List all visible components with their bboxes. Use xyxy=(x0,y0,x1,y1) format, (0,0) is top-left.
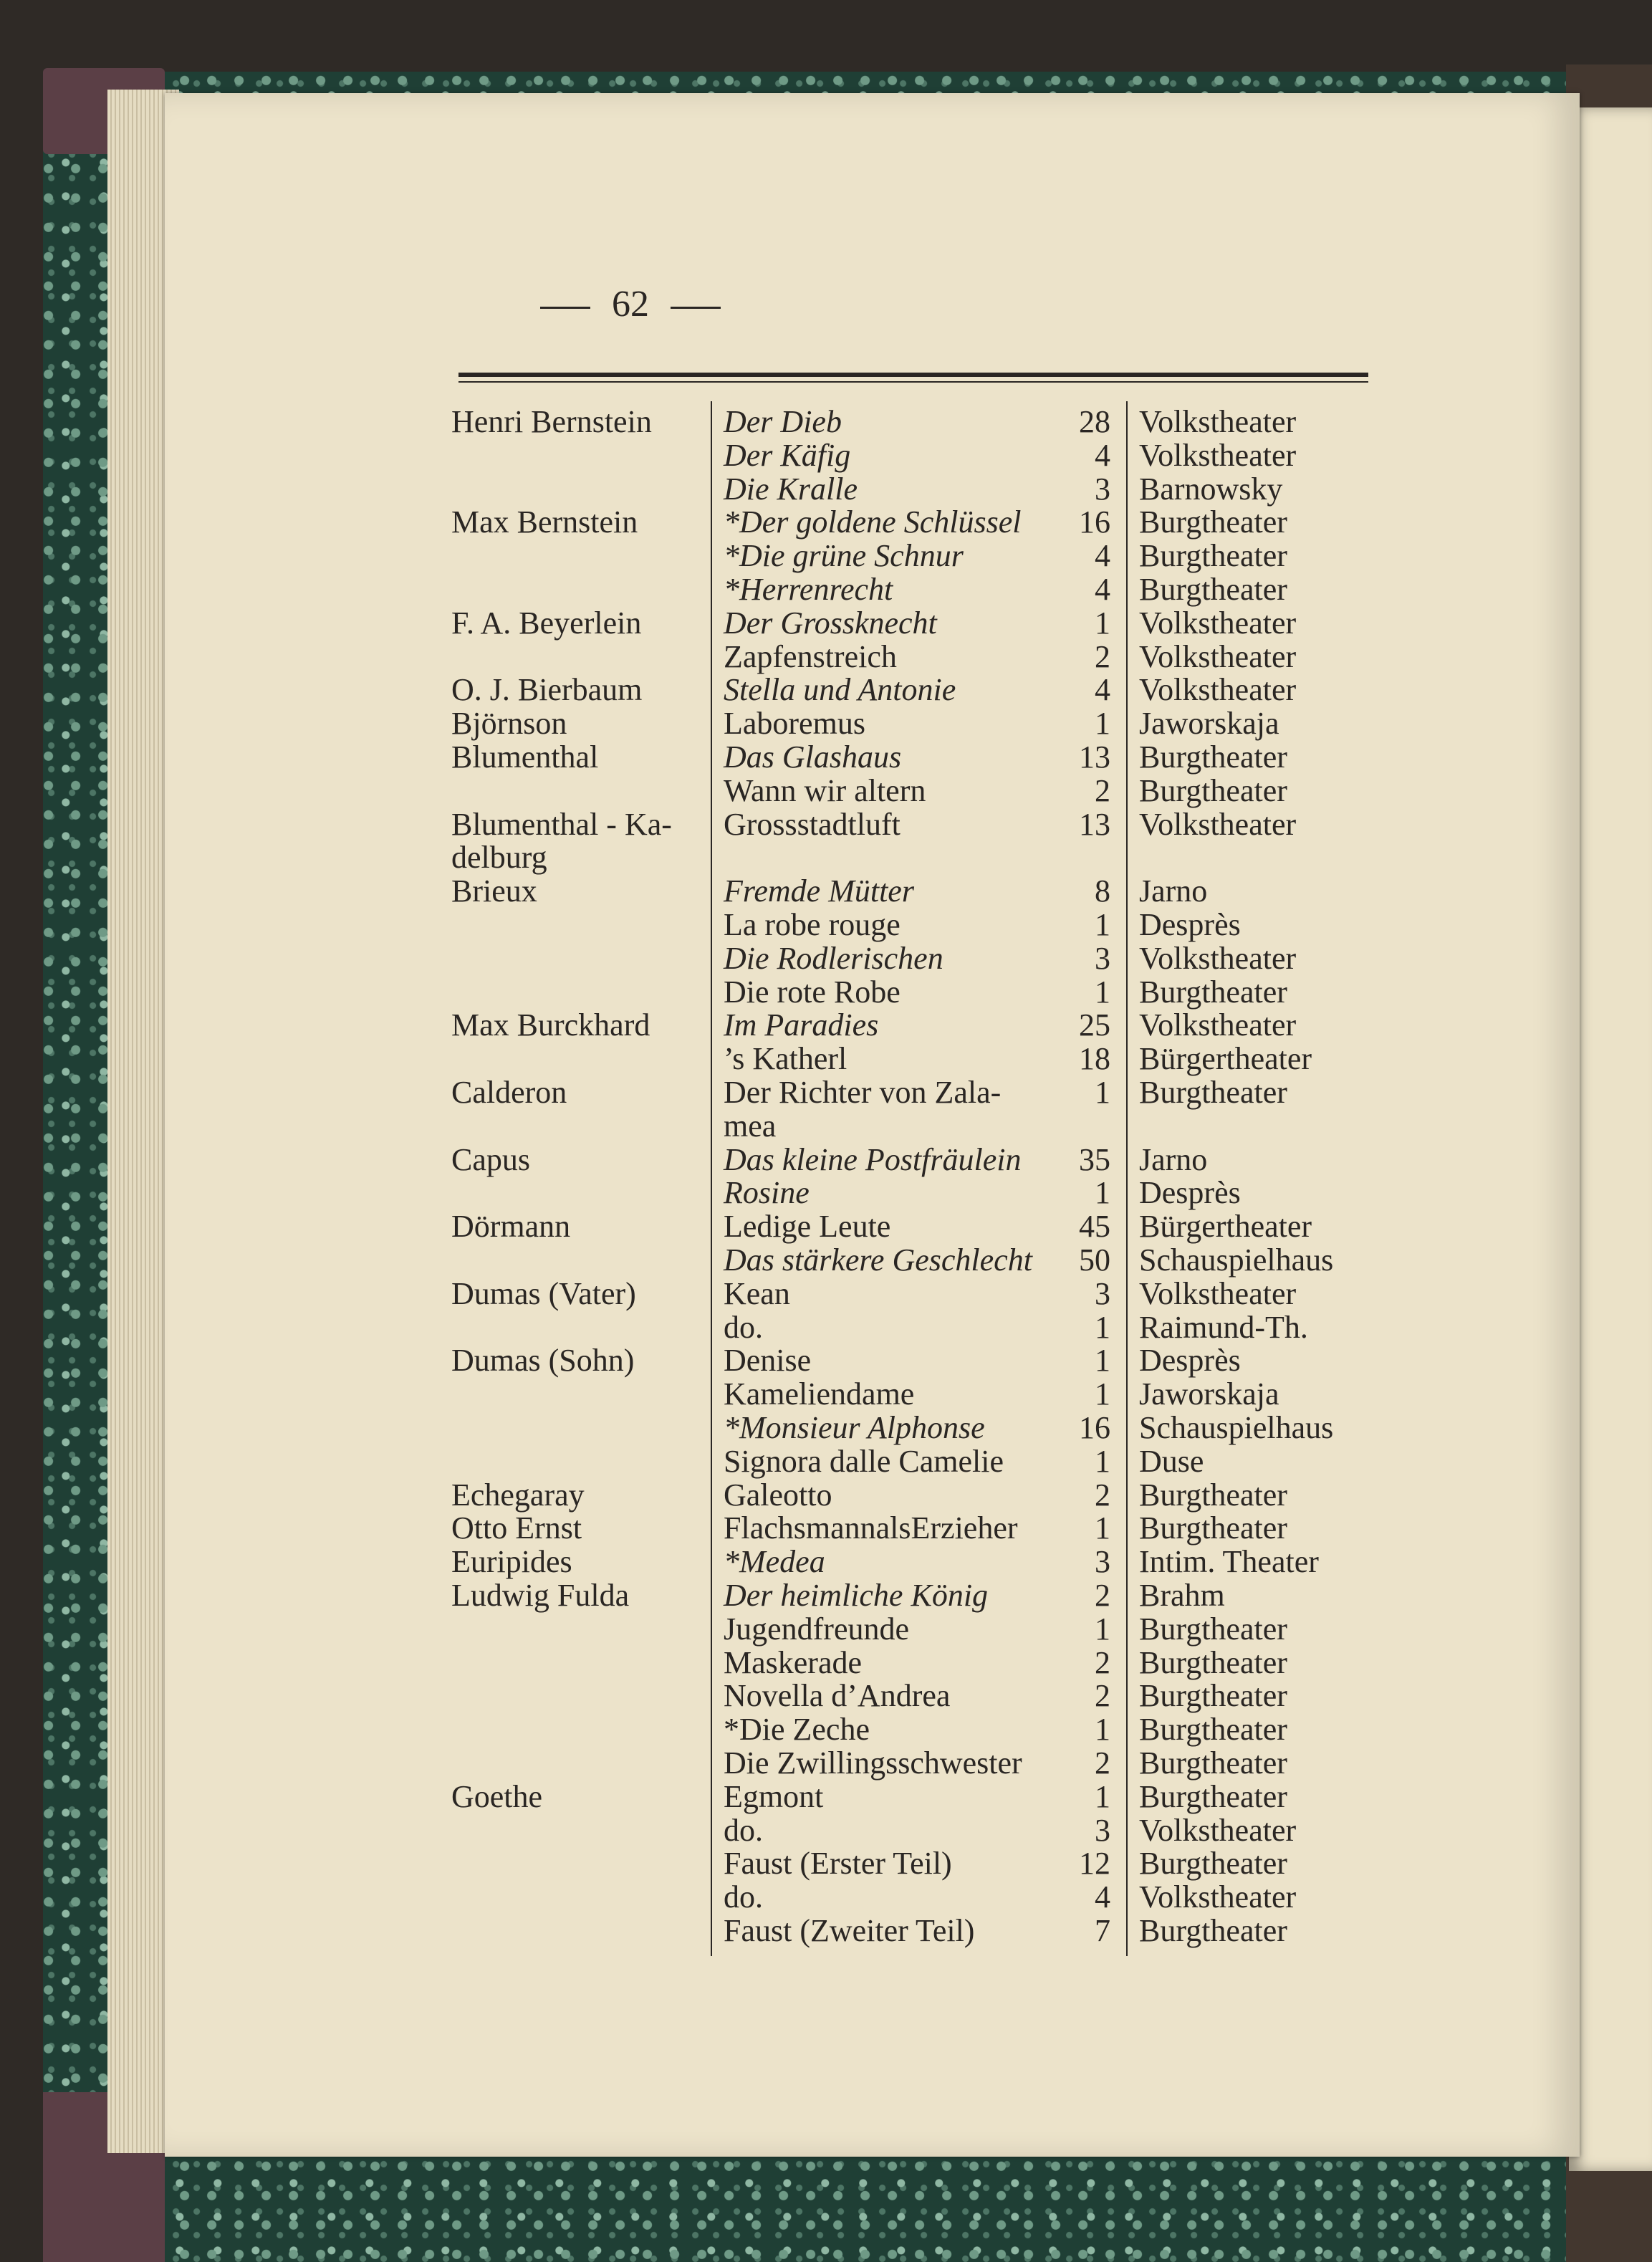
entry-author: F. A. Beyerlein xyxy=(451,605,642,641)
entry-theater: Volkstheater xyxy=(1139,941,1297,976)
entry-title: Wann wir altern xyxy=(724,773,926,808)
entry-author: Björnson xyxy=(451,706,567,741)
entry-theater: Volkstheater xyxy=(1139,438,1297,473)
entry-count: 4 xyxy=(1095,538,1110,573)
entry-title: Der Dieb xyxy=(724,404,842,439)
entry-count: 1 xyxy=(1095,1444,1110,1479)
entry-title: Der Grossknecht xyxy=(724,605,937,641)
entry-title: *Monsieur Alphonse xyxy=(724,1410,985,1445)
entry-count: 18 xyxy=(1079,1041,1110,1076)
entry-count: 3 xyxy=(1095,1813,1110,1848)
entry-author: Dörmann xyxy=(451,1209,571,1244)
entry-theater: Volkstheater xyxy=(1139,672,1297,707)
entry-theater: Volkstheater xyxy=(1139,605,1297,641)
dash xyxy=(671,307,721,309)
entry-count: 2 xyxy=(1095,639,1110,674)
entry-count: 8 xyxy=(1095,873,1110,909)
entry-theater: Brahm xyxy=(1139,1578,1225,1613)
entry-theater: Burgtheater xyxy=(1139,1712,1287,1747)
entry-title: Maskerade xyxy=(724,1645,863,1680)
entry-count: 3 xyxy=(1095,471,1110,507)
entry-title: Egmont xyxy=(724,1779,824,1814)
entry-theater: Burgtheater xyxy=(1139,1477,1287,1513)
entry-theater: Burgtheater xyxy=(1139,739,1287,775)
entry-theater: Desprès xyxy=(1139,1343,1241,1378)
entry-theater: Burgtheater xyxy=(1139,1075,1287,1110)
entry-count: 1 xyxy=(1095,1175,1110,1210)
entry-count: 4 xyxy=(1095,1879,1110,1914)
column-divider xyxy=(711,401,712,1956)
entry-theater: Schauspielhaus xyxy=(1139,1242,1334,1278)
entry-title: Der Richter von Zala- xyxy=(724,1075,1002,1110)
entry-title: Fremde Mütter xyxy=(724,873,914,909)
entry-theater: Jarno xyxy=(1139,1142,1208,1177)
entry-count: 1 xyxy=(1095,1611,1110,1647)
entry-theater: Bürgertheater xyxy=(1139,1209,1312,1244)
entry-count: 1 xyxy=(1095,1075,1110,1110)
entry-count: 2 xyxy=(1095,1645,1110,1680)
entry-title: *Herrenrecht xyxy=(724,572,893,607)
page-number: 62 xyxy=(612,284,649,325)
entry-title: Laboremus xyxy=(724,706,865,741)
entry-count: 13 xyxy=(1079,807,1110,842)
entry-title: *Der goldene Schlüssel xyxy=(724,504,1022,540)
entry-author: Goethe xyxy=(451,1779,543,1814)
entry-title: Die rote Robe xyxy=(724,974,901,1010)
facing-page xyxy=(1569,107,1652,2171)
entry-theater: Burgtheater xyxy=(1139,1678,1287,1713)
entry-theater: Volkstheater xyxy=(1139,639,1297,674)
entry-author: Echegaray xyxy=(451,1477,585,1513)
entry-title: *Die grüne Schnur xyxy=(724,538,964,573)
entry-count: 3 xyxy=(1095,941,1110,976)
entry-count: 2 xyxy=(1095,1678,1110,1713)
entry-title: Die Rodlerischen xyxy=(724,941,943,976)
entry-title: *Medea xyxy=(724,1544,825,1579)
entry-author: Brieux xyxy=(451,873,537,909)
entry-title: Der Käfig xyxy=(724,438,851,473)
entry-author: Dumas (Vater) xyxy=(451,1276,636,1311)
header-rule xyxy=(458,373,1368,377)
entry-count: 3 xyxy=(1095,1276,1110,1311)
entry-theater: Burgtheater xyxy=(1139,572,1287,607)
entry-theater: Burgtheater xyxy=(1139,1645,1287,1680)
entry-theater: Volkstheater xyxy=(1139,404,1297,439)
entry-title: Kameliendame xyxy=(724,1376,915,1412)
entry-theater: Jarno xyxy=(1139,873,1208,909)
entry-title: Galeotto xyxy=(724,1477,832,1513)
entry-theater: Jaworskaja xyxy=(1139,706,1279,741)
entry-author: delburg xyxy=(451,840,547,875)
entry-author: Calderon xyxy=(451,1075,567,1110)
entry-title: do. xyxy=(724,1310,763,1345)
entry-count: 1 xyxy=(1095,605,1110,641)
entry-theater: Burgtheater xyxy=(1139,1510,1287,1545)
entry-title: Rosine xyxy=(724,1175,810,1210)
entry-theater: Volkstheater xyxy=(1139,1007,1297,1043)
entry-title: do. xyxy=(724,1879,763,1914)
entry-theater: Volkstheater xyxy=(1139,807,1297,842)
entry-theater: Duse xyxy=(1139,1444,1204,1479)
entry-theater: Bürgertheater xyxy=(1139,1041,1312,1076)
entry-count: 16 xyxy=(1079,504,1110,540)
entry-author: Capus xyxy=(451,1142,530,1177)
entry-theater: Burgtheater xyxy=(1139,1745,1287,1781)
entry-author: Max Bernstein xyxy=(451,504,638,540)
entry-count: 4 xyxy=(1095,572,1110,607)
entry-title: Novella d’Andrea xyxy=(724,1678,951,1713)
entry-author: Euripides xyxy=(451,1544,572,1579)
entry-count: 4 xyxy=(1095,672,1110,707)
entry-title: Faust (Erster Teil) xyxy=(724,1846,952,1881)
entry-theater: Jaworskaja xyxy=(1139,1376,1279,1412)
entry-title: Die Zwillingsschwester xyxy=(724,1745,1022,1781)
entry-title: do. xyxy=(724,1813,763,1848)
entry-title: Faust (Zweiter Teil) xyxy=(724,1913,975,1948)
entry-theater: Desprès xyxy=(1139,907,1241,942)
entry-title: Grossstadtluft xyxy=(724,807,901,842)
entry-count: 2 xyxy=(1095,773,1110,808)
entry-count: 1 xyxy=(1095,1712,1110,1747)
entry-count: 1 xyxy=(1095,1310,1110,1345)
entry-author: Dumas (Sohn) xyxy=(451,1343,635,1378)
entry-theater: Burgtheater xyxy=(1139,504,1287,540)
entry-count: 7 xyxy=(1095,1913,1110,1948)
entry-theater: Intim. Theater xyxy=(1139,1544,1319,1579)
entry-count: 25 xyxy=(1079,1007,1110,1043)
entry-author: Max Burckhard xyxy=(451,1007,650,1043)
entry-count: 1 xyxy=(1095,1779,1110,1814)
entry-theater: Volkstheater xyxy=(1139,1879,1297,1914)
entry-count: 1 xyxy=(1095,1343,1110,1378)
entry-theater: Burgtheater xyxy=(1139,538,1287,573)
entry-title: mea xyxy=(724,1108,777,1144)
entry-title: Ledige Leute xyxy=(724,1209,891,1244)
entry-theater: Burgtheater xyxy=(1139,974,1287,1010)
entry-count: 2 xyxy=(1095,1477,1110,1513)
column-divider xyxy=(1126,401,1128,1956)
entry-title: Das kleine Postfräulein xyxy=(724,1142,1022,1177)
entry-theater: Barnowsky xyxy=(1139,471,1283,507)
entry-count: 13 xyxy=(1079,739,1110,775)
entry-title: Das stärkere Geschlecht xyxy=(724,1242,1032,1278)
entry-title: Kean xyxy=(724,1276,790,1311)
entry-title: Das Glashaus xyxy=(724,739,902,775)
page-header xyxy=(165,283,1096,325)
entry-title: Die Kralle xyxy=(724,471,858,507)
entry-title: FlachsmannalsErzieher xyxy=(724,1510,1018,1545)
entry-title: Zapfenstreich xyxy=(724,639,897,674)
entry-title: Jugendfreunde xyxy=(724,1611,910,1647)
entry-count: 16 xyxy=(1079,1410,1110,1445)
entry-author: Blumenthal xyxy=(451,739,599,775)
entry-author: Ludwig Fulda xyxy=(451,1578,630,1613)
entry-title: Der heimliche König xyxy=(724,1578,989,1613)
entry-count: 1 xyxy=(1095,974,1110,1010)
entry-count: 4 xyxy=(1095,438,1110,473)
entry-count: 1 xyxy=(1095,907,1110,942)
entry-count: 1 xyxy=(1095,1510,1110,1545)
entry-theater: Burgtheater xyxy=(1139,773,1287,808)
dash xyxy=(540,307,590,309)
entry-count: 35 xyxy=(1079,1142,1110,1177)
entry-title: ’s Katherl xyxy=(724,1041,847,1076)
entry-count: 50 xyxy=(1079,1242,1110,1278)
entry-title: La robe rouge xyxy=(724,907,901,942)
entry-theater: Raimund-Th. xyxy=(1139,1310,1308,1345)
entry-theater: Burgtheater xyxy=(1139,1779,1287,1814)
entry-count: 1 xyxy=(1095,706,1110,741)
entry-theater: Burgtheater xyxy=(1139,1846,1287,1881)
entry-count: 3 xyxy=(1095,1544,1110,1579)
entry-author: O. J. Bierbaum xyxy=(451,672,643,707)
entry-theater: Volkstheater xyxy=(1139,1813,1297,1848)
header-rule-thin xyxy=(458,381,1368,383)
entry-count: 45 xyxy=(1079,1209,1110,1244)
entry-title: Signora dalle Camelie xyxy=(724,1444,1004,1479)
entry-theater: Desprès xyxy=(1139,1175,1241,1210)
entry-theater: Volkstheater xyxy=(1139,1276,1297,1311)
entry-author: Henri Bernstein xyxy=(451,404,652,439)
entry-theater: Schauspielhaus xyxy=(1139,1410,1334,1445)
entry-theater: Burgtheater xyxy=(1139,1611,1287,1647)
entry-author: Otto Ernst xyxy=(451,1510,582,1545)
entry-title: *Die Zeche xyxy=(724,1712,870,1747)
entry-count: 1 xyxy=(1095,1376,1110,1412)
entry-count: 12 xyxy=(1079,1846,1110,1881)
entry-count: 2 xyxy=(1095,1578,1110,1613)
entry-title: Stella und Antonie xyxy=(724,672,956,707)
entry-title: Denise xyxy=(724,1343,812,1378)
entry-theater: Burgtheater xyxy=(1139,1913,1287,1948)
entry-count: 2 xyxy=(1095,1745,1110,1781)
entry-title: Im Paradies xyxy=(724,1007,879,1043)
entry-count: 28 xyxy=(1079,404,1110,439)
entry-author: Blumenthal - Ka- xyxy=(451,807,672,842)
